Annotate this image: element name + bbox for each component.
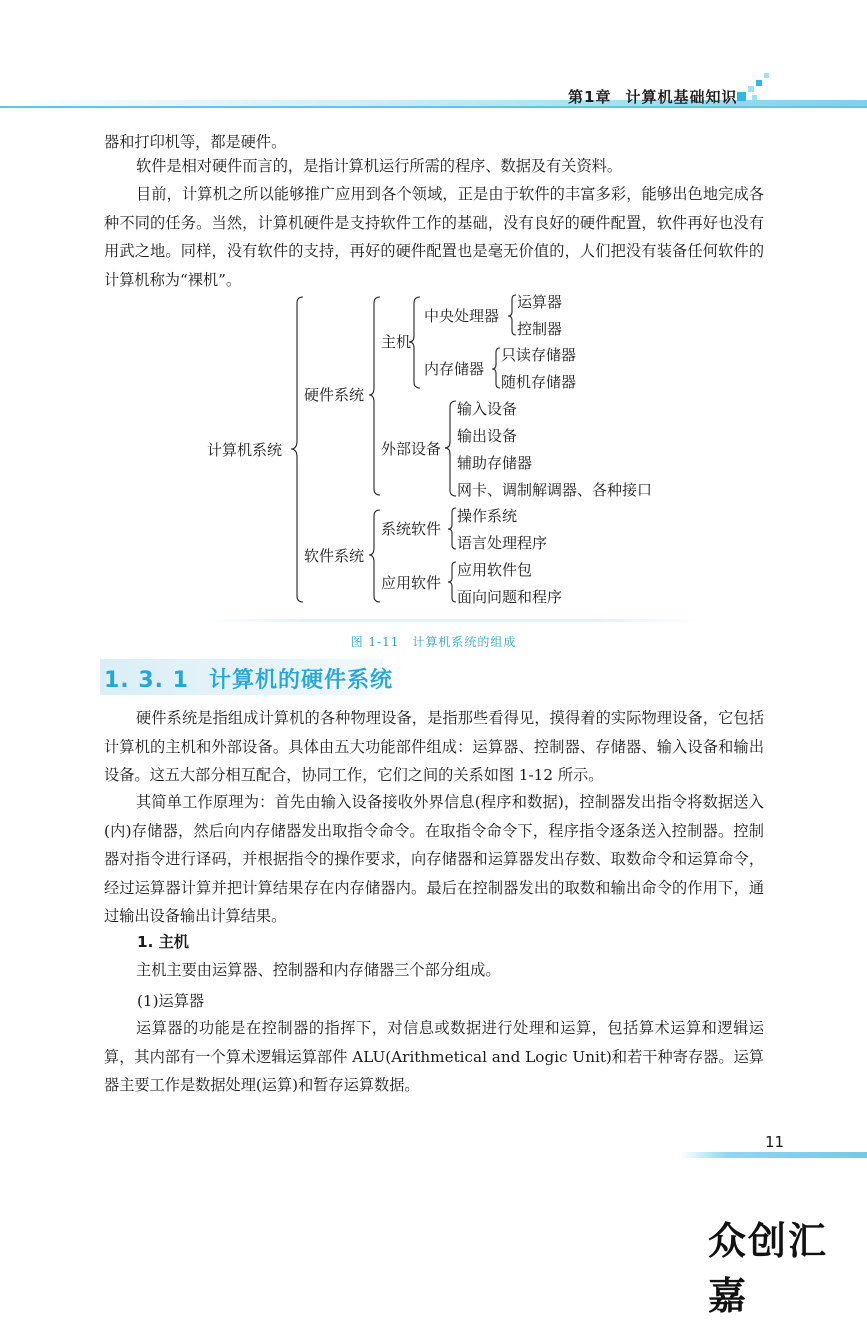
node-alu: 运算器 (517, 293, 563, 311)
paragraph: 运算器的功能是在控制器的指挥下，对信息或数据进行处理和运算，包括算术运算和逻辑运算，其内部有一个算术逻辑运算部件 ALU(Arithmetical and Logic Unit)和若干种寄存器。运算器主要工作是数据处理(运算)和暂存运算数据。 (104, 1019, 764, 1094)
section-title: 计算机的硬件系统 (208, 668, 393, 693)
node-ram: 随机存储器 (501, 373, 577, 391)
node-input-device: 输入设备 (457, 400, 518, 418)
bracket-app-software (448, 562, 456, 602)
node-nic-modem: 网卡、调制解调器、各种接口 (457, 481, 653, 499)
section-number: 1. 3. 1 (104, 668, 189, 693)
bracket-memory (492, 348, 500, 388)
node-computer-system: 计算机系统 (207, 441, 283, 459)
node-memory: 内存储器 (424, 360, 485, 378)
node-aux-storage: 辅助存储器 (457, 454, 533, 472)
section-heading (104, 663, 393, 694)
node-language-processor: 语言处理程序 (457, 534, 548, 552)
node-host: 主机 (381, 333, 412, 351)
node-peripheral: 外部设备 (381, 440, 442, 458)
watermark-logo: 众创汇嘉 (708, 1219, 829, 1318)
bracket-hardware (369, 297, 380, 495)
chapter-number: 第1章 (568, 88, 612, 106)
paragraph: 器和打印机等，都是硬件。 (104, 133, 287, 151)
node-output-device: 输出设备 (457, 427, 518, 445)
bracket-peripheral (445, 401, 456, 496)
subsection-heading: 1. 主机 (137, 933, 189, 951)
bracket-software (369, 510, 380, 602)
paragraph: 硬件系统是指组成计算机的各种物理设备，是指那些看得见，摸得着的实际物理设备，它包括计算机的主机和外部设备。具体由五大功能部件组成：运算器、控制器、存储器、输入设备和输出设备。这五大部分相互配合，协同工作，它们之间的关系如图 1-12 所示。 (104, 709, 764, 784)
paragraph: 软件是相对硬件而言的，是指计算机运行所需的程序、数据及有关资料。 (136, 157, 622, 175)
node-application-software: 应用软件 (381, 574, 442, 592)
node-controller: 控制器 (517, 320, 563, 338)
subsection-heading: (1)运算器 (137, 992, 205, 1010)
node-cpu: 中央处理器 (424, 307, 500, 325)
node-hardware-system: 硬件系统 (304, 386, 365, 404)
node-rom: 只读存储器 (501, 346, 577, 364)
footer-bar (680, 1152, 867, 1158)
chapter-title: 计算机基础知识 (625, 88, 738, 106)
paragraph: 主机主要由运算器、控制器和内存储器三个部分组成。 (136, 961, 501, 979)
node-software-system: 软件系统 (304, 547, 365, 565)
paragraph: 其简单工作原理为：首先由输入设备接收外界信息(程序和数据)，控制器发出指令将数据送入(内)存储器，然后向内存储器发出取指令命令。在取指令命令下，程序指令逐条送入控制器。控制器对指令进行译码，并根据指令的操作要求，向存储器和运算器发出存数、取数命令和运算命令，经过运算器计算并把计算结果存在内存储器内。最后在控制器发出的取数和输出命令的作用下，通过输出设备输出计算结果。 (104, 793, 764, 925)
bracket-root (291, 297, 303, 602)
bracket-sys-software (448, 508, 456, 549)
caption-rule (205, 619, 697, 622)
node-system-software: 系统软件 (381, 520, 442, 538)
node-app-package: 应用软件包 (457, 561, 533, 579)
page-number: 11 (765, 1133, 785, 1151)
node-problem-oriented: 面向问题和程序 (457, 588, 563, 606)
paragraph: 目前，计算机之所以能够推广应用到各个领域，正是由于软件的丰富多彩，能够出色地完成各种不同的任务。当然，计算机硬件是支持软件工作的基础，没有良好的硬件配置，软件再好也没有用武之地。同样，没有软件的支持，再好的硬件配置也是毫无价值的，人们把没有装备任何软件的计算机称为“裸机”。 (104, 185, 764, 289)
figure-caption: 图 1-11 计算机系统的组成 (350, 635, 517, 649)
node-os: 操作系统 (457, 507, 518, 525)
bracket-cpu (508, 295, 516, 335)
